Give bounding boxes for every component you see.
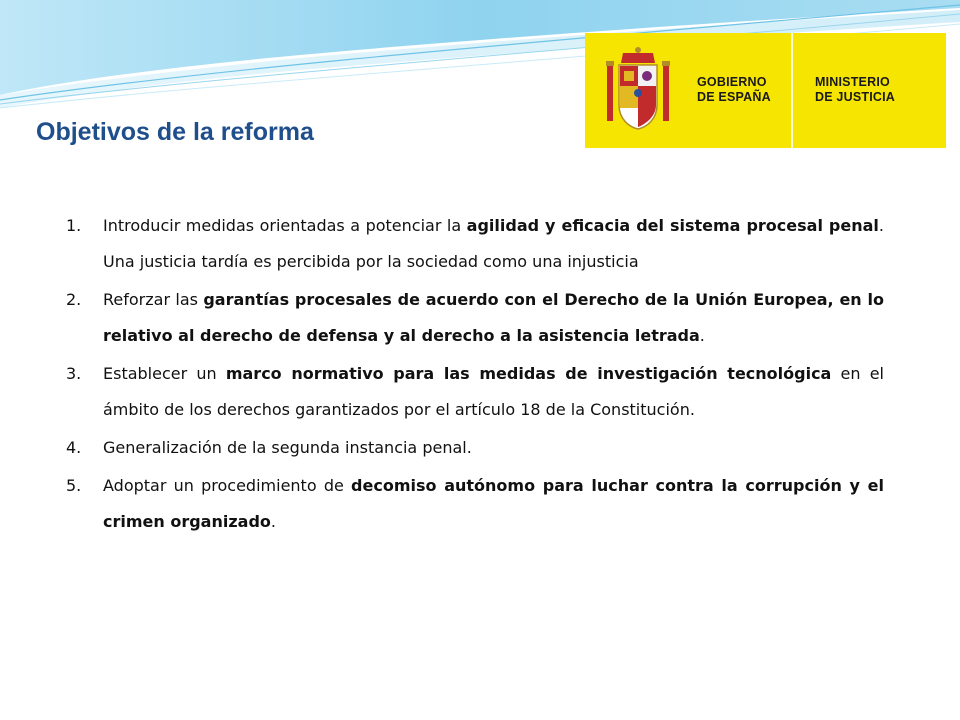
objective-number: 1. (66, 216, 82, 235)
coat-of-arms-icon (603, 43, 673, 138)
objective-emphasis: marco normativo para las medidas de investigación tecnológica (225, 364, 832, 383)
logo-divider (791, 33, 793, 148)
ministerio-line-2: DE JUSTICIA (815, 90, 895, 104)
objective-number: 4. (66, 438, 82, 457)
objective-emphasis: agilidad y eficacia del sistema procesal penal (466, 216, 879, 235)
government-logo (585, 33, 946, 148)
objective-text: en el ámbito de los derechos garantizados por el artículo 18 de la Constitución. (103, 364, 884, 419)
objective-emphasis: garantías procesales de acuerdo con el Derecho de la Unión Europea, en lo relativo al derecho de defensa y al derecho a la asistencia letrada (103, 290, 884, 345)
objective-text: Generalización de la segunda instancia penal. (103, 438, 472, 457)
objective-number: 3. (66, 364, 82, 383)
objective-item (66, 430, 884, 466)
objective-number: 5. (66, 476, 82, 495)
objective-text: Introducir medidas orientadas a potenciar la (103, 216, 467, 235)
ministerio-line-1: MINISTERIO (815, 75, 890, 89)
objective-text: Establecer un (103, 364, 226, 383)
objective-text: Reforzar las (103, 290, 204, 309)
objective-text: . (699, 326, 705, 345)
objectives-list (66, 208, 884, 542)
objective-text: . Una justicia tardía es percibida por la sociedad como una injusticia (103, 216, 884, 271)
objective-text: . (270, 512, 276, 531)
objective-item (66, 208, 884, 280)
objective-emphasis: decomiso autónomo para luchar contra la corrupción y el crimen organizado (103, 476, 885, 531)
objective-item (66, 356, 884, 428)
ministerio-label (815, 75, 895, 105)
objective-number: 2. (66, 290, 82, 309)
gobierno-line-1: GOBIERNO (697, 75, 767, 89)
gobierno-label (697, 75, 771, 105)
objective-text: Adoptar un procedimiento de (103, 476, 352, 495)
objective-item (66, 282, 884, 354)
gobierno-line-2: DE ESPAÑA (697, 90, 771, 104)
page-title: Objetivos de la reforma (36, 118, 314, 146)
objective-item (66, 468, 884, 540)
